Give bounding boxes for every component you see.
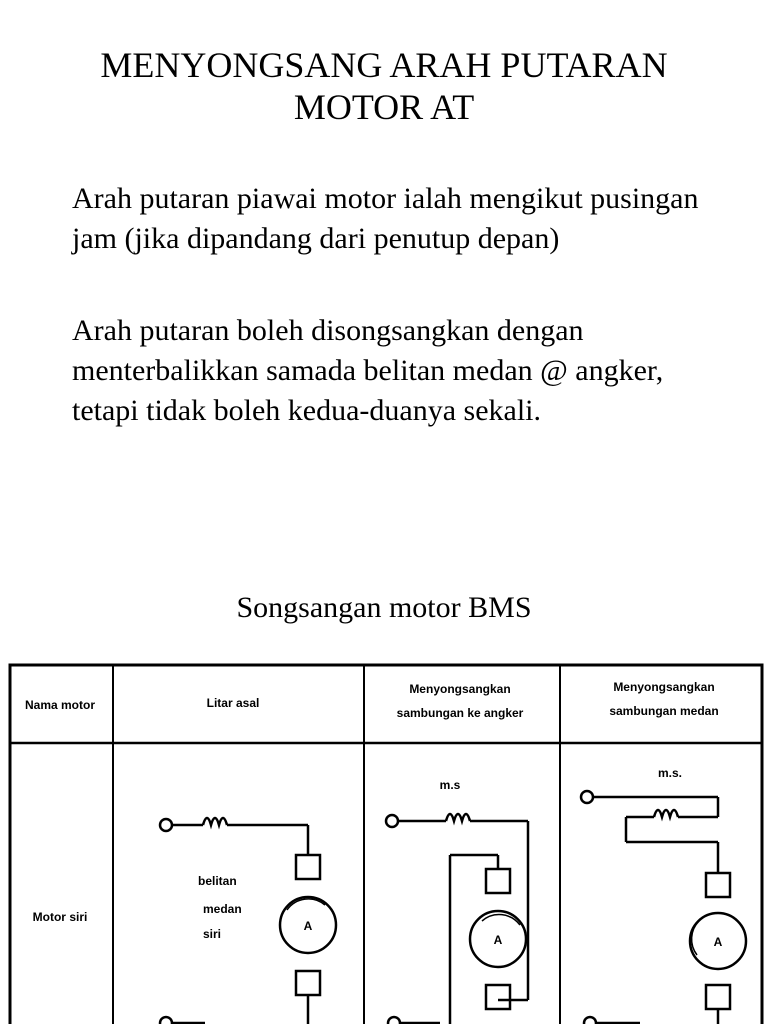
coil-label: m.s. bbox=[657, 766, 683, 780]
page-title bbox=[0, 44, 768, 128]
header-reverse-armature-line2: sambungan ke angker bbox=[396, 706, 524, 720]
title-line-2: MOTOR AT bbox=[293, 87, 475, 127]
header-reverse-armature-line1: Menyongsangkan bbox=[409, 682, 511, 696]
table-caption: Songsangan motor BMS bbox=[236, 591, 532, 624]
paragraph-standard-direction: Arah putaran piawai motor ialah mengikut pusingan jam (jika dipandang dari penutup depan) bbox=[72, 182, 699, 255]
field-coil-icon bbox=[654, 810, 678, 817]
coil-label: m.s bbox=[439, 778, 461, 792]
row-motor-series-name: Motor siri bbox=[32, 910, 88, 924]
armature-label: A bbox=[713, 935, 723, 949]
field-coil-icon bbox=[446, 814, 470, 821]
header-original-circuit: Litar asal bbox=[206, 696, 260, 710]
armature-label: A bbox=[493, 933, 503, 947]
title-line-1: MENYONGSANG ARAH PUTARAN bbox=[100, 45, 668, 85]
table-grid bbox=[10, 665, 762, 1024]
coil-label-line2: medan bbox=[203, 902, 242, 916]
diagram-reverse-field bbox=[581, 791, 746, 1024]
coil-label-line3: siri bbox=[203, 927, 222, 941]
armature-label: A bbox=[303, 919, 313, 933]
diagram-reverse-armature bbox=[386, 814, 528, 1024]
header-reverse-field-line2: sambungan medan bbox=[609, 704, 719, 718]
paragraph-reversal-method: Arah putaran boleh disongsangkan dengan menterbalikkan samada belitan medan @ angker, tetapi tidak boleh kedua-duanya sekali. bbox=[72, 314, 664, 427]
series-field-coil-icon bbox=[203, 818, 227, 825]
motor-reversal-table bbox=[0, 655, 768, 1024]
coil-label-line1: belitan bbox=[198, 874, 237, 888]
header-reverse-field-line1: Menyongsangkan bbox=[613, 680, 715, 694]
header-motor-name: Nama motor bbox=[24, 698, 96, 712]
